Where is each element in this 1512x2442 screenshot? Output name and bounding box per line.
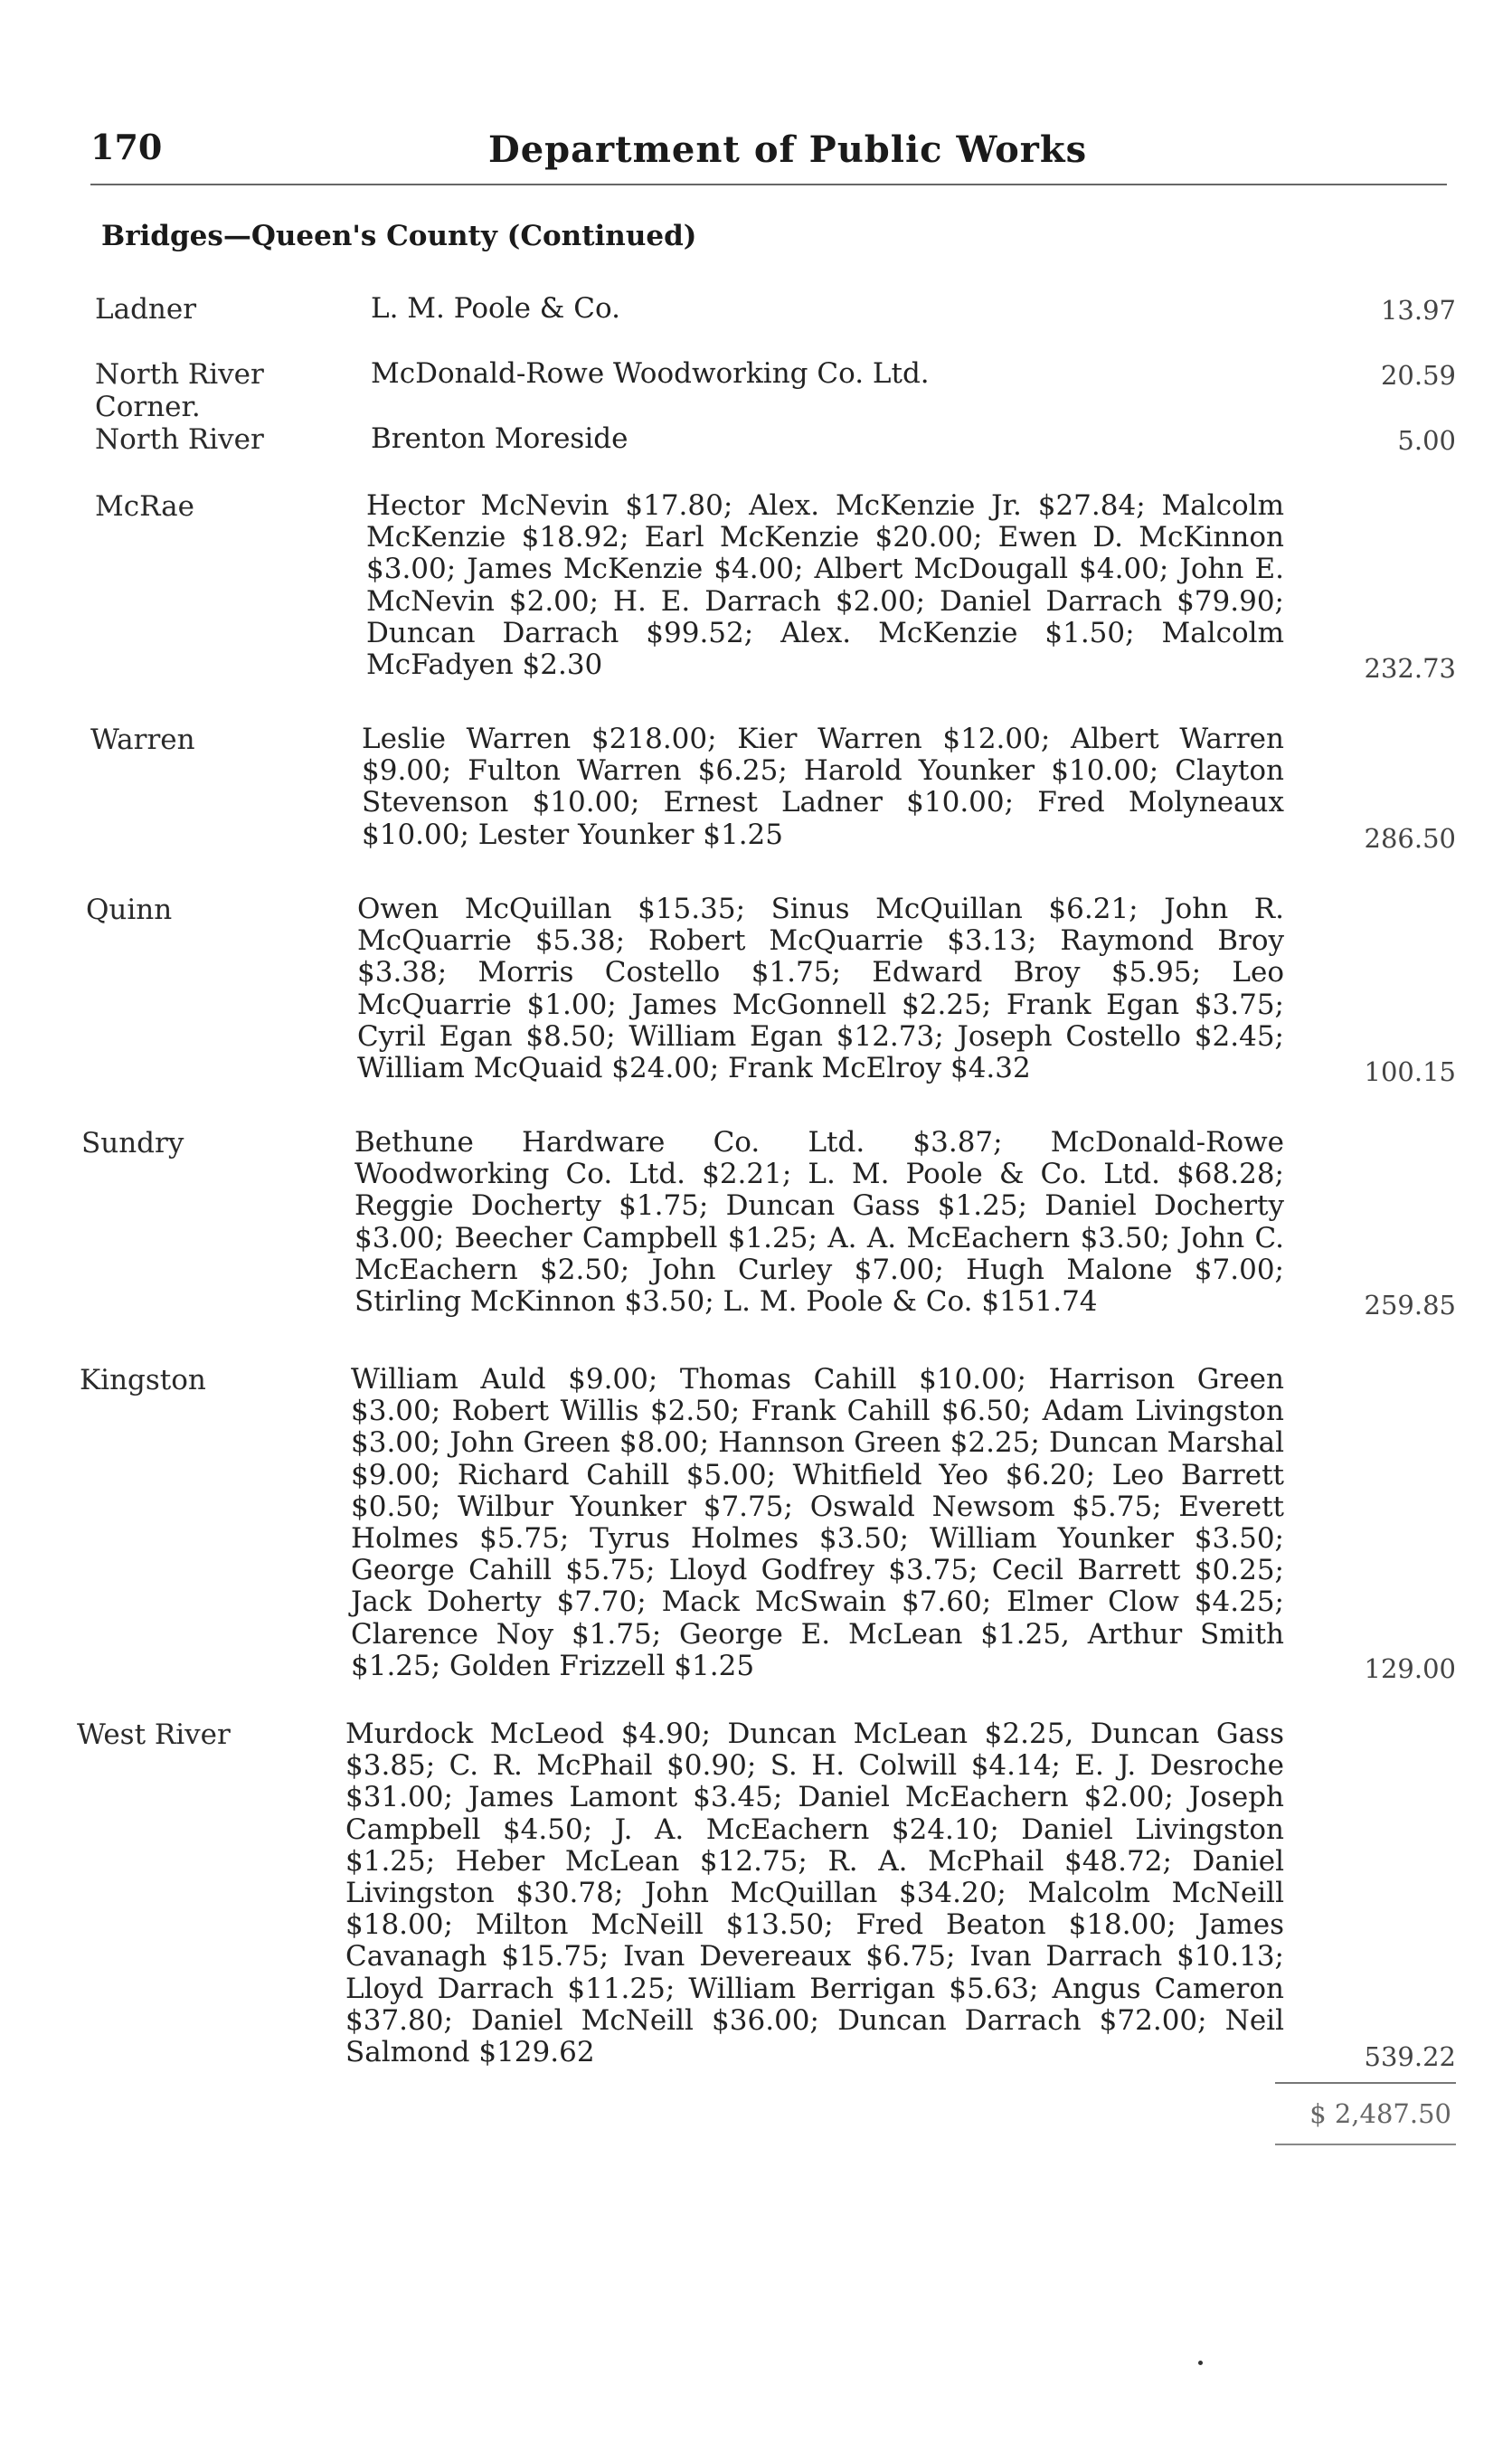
place-name: McRae (95, 490, 194, 523)
payee-list: Murdock McLeod $4.90; Duncan McLean $2.25, Duncan Gass $3.85; C. R. McPhail $0.90; S. H. Colwill $4.14; E. J. Desroche $31.00; James Lamont $3.45; Daniel McEachern $2.00; Joseph Campbell $4.50; J. A. McEachern $24.10; Daniel Livingston $1.25; Heber McLean $12.75; R. A. McPhail $48.72; Daniel Livingston $30.78; John McQuillan $34.20; Malcolm McNeill $18.00; Milton McNeill $13.50; Fred Beaton $18.00; James Cavanagh $15.75; Ivan Devereaux $6.75; Ivan Darrach $10.13; Lloyd Darrach $11.25; William Berrigan $5.63; Angus Cameron $37.80; Daniel McNeill $36.00; Duncan Darrach $72.00; Neil Salmond $129.62 (345, 1718, 1284, 2069)
payee-list: Bethune Hardware Co. Ltd. $3.87; McDonald-Rowe Woodworking Co. Ltd. $2.21; L. M. Poole & Co. Ltd. $68.28; Reggie Docherty $1.75; Duncan Gass $1.25; Daniel Docherty $3.00; Beecher Campbell $1.25; A. A. McEachern $3.50; John C. McEachern $2.50; John Curley $7.00; Hugh Malone $7.00; Stirling McKinnon $3.50; L. M. Poole & Co. $151.74 (354, 1126, 1284, 1319)
place-name: North River (95, 423, 264, 456)
page-number: 170 (90, 127, 163, 167)
entry-amount: 539.22 (1364, 2041, 1456, 2072)
payee-list: Brenton Moreside (371, 422, 628, 455)
place-name: Sundry (81, 1127, 184, 1159)
entry-amount: 232.73 (1364, 653, 1456, 684)
place-name: Warren (90, 724, 195, 756)
payee-list: William Auld $9.00; Thomas Cahill $10.00; Harrison Green $3.00; Robert Willis $2.50; Frank Cahill $6.50; Adam Livingston $3.00; John Green $8.00; Hannson Green $2.25; Duncan Marshal $9.00; Richard Cahill $5.00; Whitfield Yeo $6.20; Leo Barrett $0.50; Wilbur Younker $7.75; Oswald Newsom $5.75; Everett Holmes $5.75; Tyrus Holmes $3.50; William Younker $3.50; George Cahill $5.75; Lloyd Godfrey $3.75; Cecil Barrett $0.25; Jack Doherty $7.70; Mack McSwain $7.60; Elmer Clow $4.25; Clarence Noy $1.75; George E. McLean $1.25, Arthur Smith $1.25; Golden Frizzell $1.25 (351, 1363, 1284, 1682)
stray-mark (1198, 2361, 1203, 2365)
total-underline (1275, 2144, 1456, 2145)
payee-list: Hector McNevin $17.80; Alex. McKenzie Jr. $27.84; Malcolm McKenzie $18.92; Earl McKenzie $20.00; Ewen D. McKinnon $3.00; James McKenzie $4.00; Albert McDougall $4.00; John E. McNevin $2.00; H. E. Darrach $2.00; Daniel Darrach $79.90; Duncan Darrach $99.52; Alex. McKenzie $1.50; Malcolm McFadyen $2.30 (366, 489, 1284, 682)
place-name: Kingston (80, 1364, 206, 1396)
page-header (90, 127, 1447, 181)
payee-list: Owen McQuillan $15.35; Sinus McQuillan $6.21; John R. McQuarrie $5.38; Robert McQuarrie $3.13; Raymond Broy $3.38; Morris Costello $1.75; Edward Broy $5.95; Leo McQuarrie $1.00; James McGonnell $2.25; Frank Egan $3.75; Cyril Egan $8.50; William Egan $12.73; Joseph Costello $2.45; William McQuaid $24.00; Frank McElroy $4.32 (357, 893, 1284, 1085)
entry-amount: 129.00 (1364, 1653, 1456, 1684)
place-name: Ladner (95, 293, 197, 326)
payee-list: L. M. Poole & Co. (371, 292, 620, 325)
entry-amount: 5.00 (1397, 425, 1456, 456)
entry-amount: 13.97 (1380, 295, 1456, 326)
place-name: North River Corner. (95, 358, 264, 423)
place-name: West River (77, 1718, 231, 1751)
entry-amount: 286.50 (1364, 823, 1456, 854)
place-name: Quinn (86, 894, 173, 926)
payee-list: Leslie Warren $218.00; Kier Warren $12.00; Albert Warren $9.00; Fulton Warren $6.25; Harold Younker $10.00; Clayton Stevenson $10.00; Ernest Ladner $10.00; Fred Molyneaux $10.00; Lester Younker $1.25 (362, 723, 1284, 851)
header-rule (90, 184, 1447, 185)
page-title: Department of Public Works (488, 128, 1088, 171)
entry-amount: 259.85 (1364, 1290, 1456, 1320)
payee-list: McDonald-Rowe Woodworking Co. Ltd. (371, 357, 930, 390)
entry-amount: 20.59 (1380, 360, 1456, 391)
section-heading: Bridges—Queen's County (Continued) (101, 220, 697, 252)
total-rule (1275, 2082, 1456, 2084)
grand-total: $ 2,487.50 (1309, 2098, 1451, 2129)
entry-amount: 100.15 (1364, 1056, 1456, 1087)
